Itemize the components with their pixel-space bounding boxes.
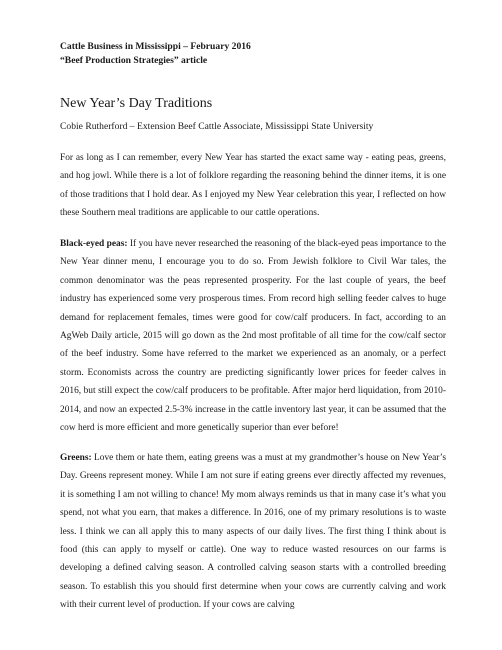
author-line: Cobie Rutherford – Extension Beef Cattle Associate, Mississippi State University [60,121,374,132]
black-eyed-peas-paragraph [60,235,446,437]
publication-line: Cattle Business in Mississippi – February 2016 [60,41,251,52]
article-title: New Year’s Day Traditions [60,96,213,111]
black-eyed-peas-heading: Black-eyed peas: [60,239,128,249]
black-eyed-peas-text: If you have never researched the reasoning of the black-eyed peas importance to the New Year dinner menu, I encourage you to do so. From Jewish folklore to Civil War tales, the common denominator was the peas represented prosperity. For the last couple of years, the beef industry has experienced some very prosperous times. From record high selling feeder calves to huge demand for replacement females, times were good for cow/calf producers. In fact, according to an AgWeb Daily article, 2015 will go down as the 2nd most profitable of all time for the cow/calf sector of the beef industry. Some have referred to the market we experienced as an anomaly, or a perfect storm. Economists across the country are predicting significantly lower prices for feeder calves in 2016, but still expect the cow/calf producers to be profitable. After major herd liquidation, from 2010-2014, and now an expected 2.5-3% increase in the cattle inventory last year, it can be assumed that the cow herd is more efficient and more genetically superior than ever before! [60,239,446,434]
greens-paragraph [60,449,446,615]
greens-text: Love them or hate them, eating greens was a must at my grandmother’s house on New Year’s Day. Greens represent money. While I am not sure if eating greens ever directly affected my revenues, it is something I am not willing to chance! My mom always reminds us that in many case it’s what you spend, not what you earn, that makes a difference. In 2016, one of my primary resolutions is to waste less. I think we can all apply this to many aspects of our daily lives. The first thing I think about is food (this can apply to myself or cattle). One way to reduce wasted resources on our farms is developing a defined calving season. A controlled calving season starts with a controlled breeding season. To establish this you should first determine when your cows are currently calving and work with their current level of production. If your cows are calving [60,453,446,611]
document-page [60,40,446,611]
section-line: “Beef Production Strategies” article [60,55,208,66]
greens-heading: Greens: [60,453,92,463]
intro-paragraph: For as long as I can remember, every New Year has started the exact same way - eating peas, greens, and hog jowl. While there is a lot of folklore regarding the reasoning behind the dinner items, it is one of those traditions that I hold dear. As I enjoyed my New Year celebration this year, I reflected on how these Southern meal traditions are applicable to our cattle operations. [60,153,446,219]
